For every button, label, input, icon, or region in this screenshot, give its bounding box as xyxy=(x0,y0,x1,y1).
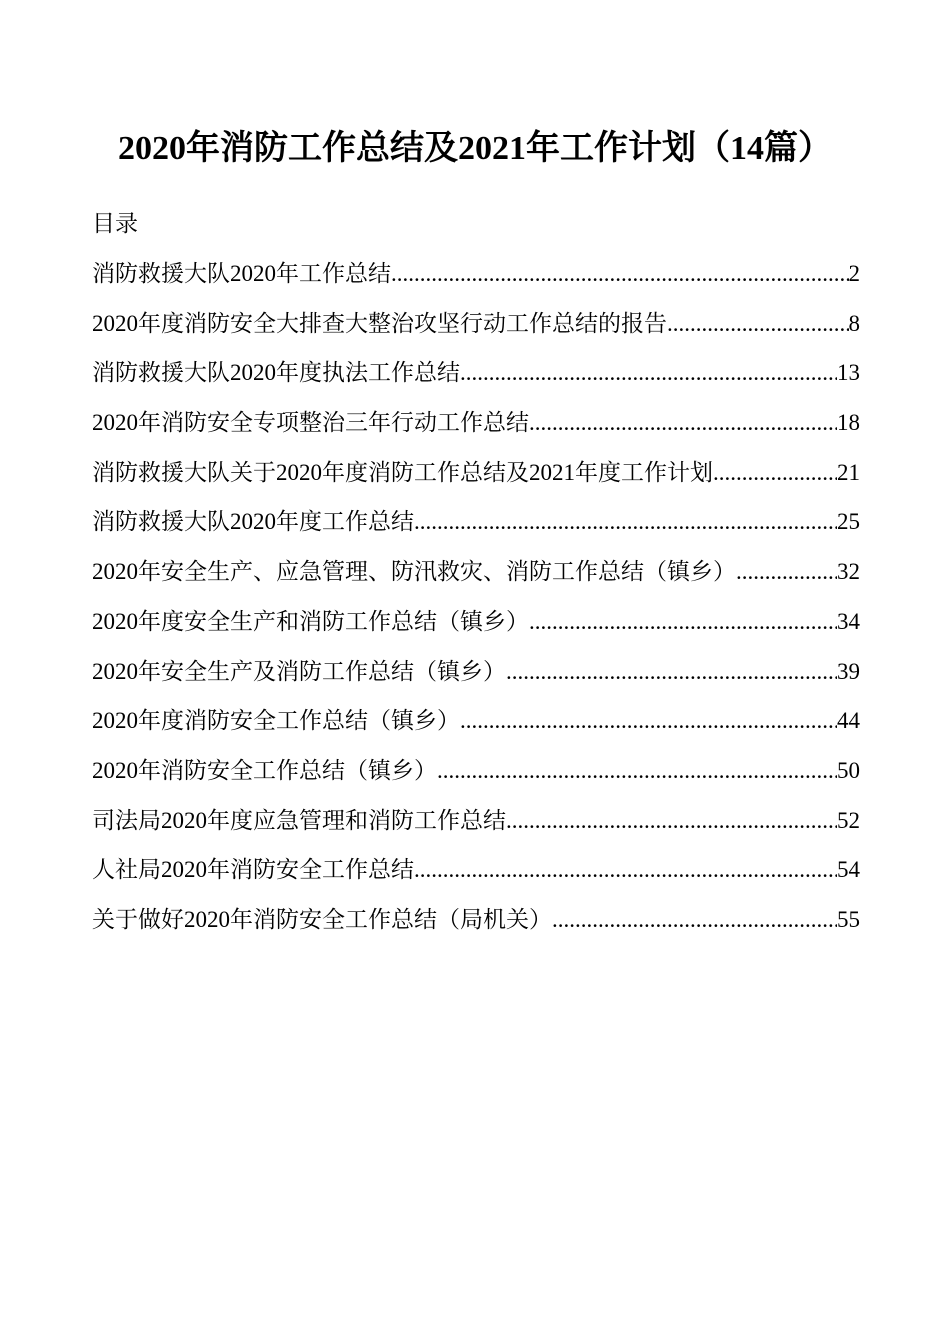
document-title: 2020年消防工作总结及2021年工作计划（14篇） xyxy=(118,130,832,167)
toc-entry[interactable] xyxy=(92,654,860,704)
toc-entry[interactable] xyxy=(92,753,860,803)
toc-page-number: 32 xyxy=(837,559,860,585)
toc-entry-title: 2020年消防安全工作总结（镇乡） xyxy=(92,757,437,783)
toc-page-number: 55 xyxy=(837,906,860,932)
toc-page-number: 18 xyxy=(837,410,860,436)
toc-page-number: 50 xyxy=(837,757,860,783)
toc-entry-title: 司法局2020年度应急管理和消防工作总结 xyxy=(92,807,506,833)
toc-entry[interactable] xyxy=(92,355,860,405)
toc-dot-leader xyxy=(552,902,837,938)
toc-page-number: 54 xyxy=(837,857,860,883)
toc-dot-leader xyxy=(460,703,837,739)
toc-dot-leader xyxy=(529,405,837,441)
toc-entry-title: 2020年度消防安全工作总结（镇乡） xyxy=(92,708,460,734)
toc-dot-leader xyxy=(713,455,837,491)
toc-entry[interactable] xyxy=(92,554,860,604)
toc-entry-title: 2020年度安全生产和消防工作总结（镇乡） xyxy=(92,608,529,634)
toc-dot-leader xyxy=(506,654,837,690)
toc-page-number: 21 xyxy=(837,459,860,485)
toc-entry-title: 关于做好2020年消防安全工作总结（局机关） xyxy=(92,906,552,932)
toc-dot-leader xyxy=(529,604,837,640)
toc-dot-leader xyxy=(437,753,837,789)
toc-entry[interactable] xyxy=(92,504,860,554)
toc-page-number: 25 xyxy=(837,509,860,535)
toc-entry[interactable] xyxy=(92,455,860,505)
toc-entry-title: 人社局2020年消防安全工作总结 xyxy=(92,857,414,883)
toc-dot-leader xyxy=(391,256,849,292)
toc-entry[interactable] xyxy=(92,902,860,952)
toc-entry[interactable] xyxy=(92,604,860,654)
toc-entry[interactable] xyxy=(92,256,860,306)
toc-entry[interactable] xyxy=(92,306,860,356)
toc-entry-title: 消防救援大队关于2020年度消防工作总结及2021年度工作计划 xyxy=(92,459,713,485)
toc-dot-leader xyxy=(667,306,849,342)
toc-entry-title: 2020年消防安全专项整治三年行动工作总结 xyxy=(92,410,529,436)
toc-page-number: 44 xyxy=(837,708,860,734)
toc-entry[interactable] xyxy=(92,405,860,455)
toc-dot-leader xyxy=(414,504,837,540)
toc-entry-title: 2020年度消防安全大排查大整治攻坚行动工作总结的报告 xyxy=(92,310,667,336)
toc-page-number: 2 xyxy=(848,261,860,286)
toc-entry-title: 消防救援大队2020年度执法工作总结 xyxy=(92,360,460,386)
toc-dot-leader xyxy=(736,554,837,590)
toc-entry-title: 消防救援大队2020年工作总结 xyxy=(92,261,391,286)
toc-page-number: 52 xyxy=(837,807,860,833)
toc-dot-leader xyxy=(506,803,837,839)
toc-dot-leader xyxy=(414,852,837,888)
toc-entry[interactable] xyxy=(92,703,860,753)
toc-entry[interactable] xyxy=(92,803,860,853)
table-of-contents xyxy=(92,256,860,952)
toc-page-number: 8 xyxy=(848,310,860,336)
toc-entry[interactable] xyxy=(92,852,860,902)
toc-heading: 目录 xyxy=(92,211,138,236)
toc-dot-leader xyxy=(460,355,837,391)
toc-entry-title: 消防救援大队2020年度工作总结 xyxy=(92,509,414,535)
toc-entry-title: 2020年安全生产及消防工作总结（镇乡） xyxy=(92,658,506,684)
toc-entry-title: 2020年安全生产、应急管理、防汛救灾、消防工作总结（镇乡） xyxy=(92,559,736,585)
toc-page-number: 34 xyxy=(837,608,860,634)
toc-page-number: 13 xyxy=(837,360,860,386)
toc-page-number: 39 xyxy=(837,658,860,684)
